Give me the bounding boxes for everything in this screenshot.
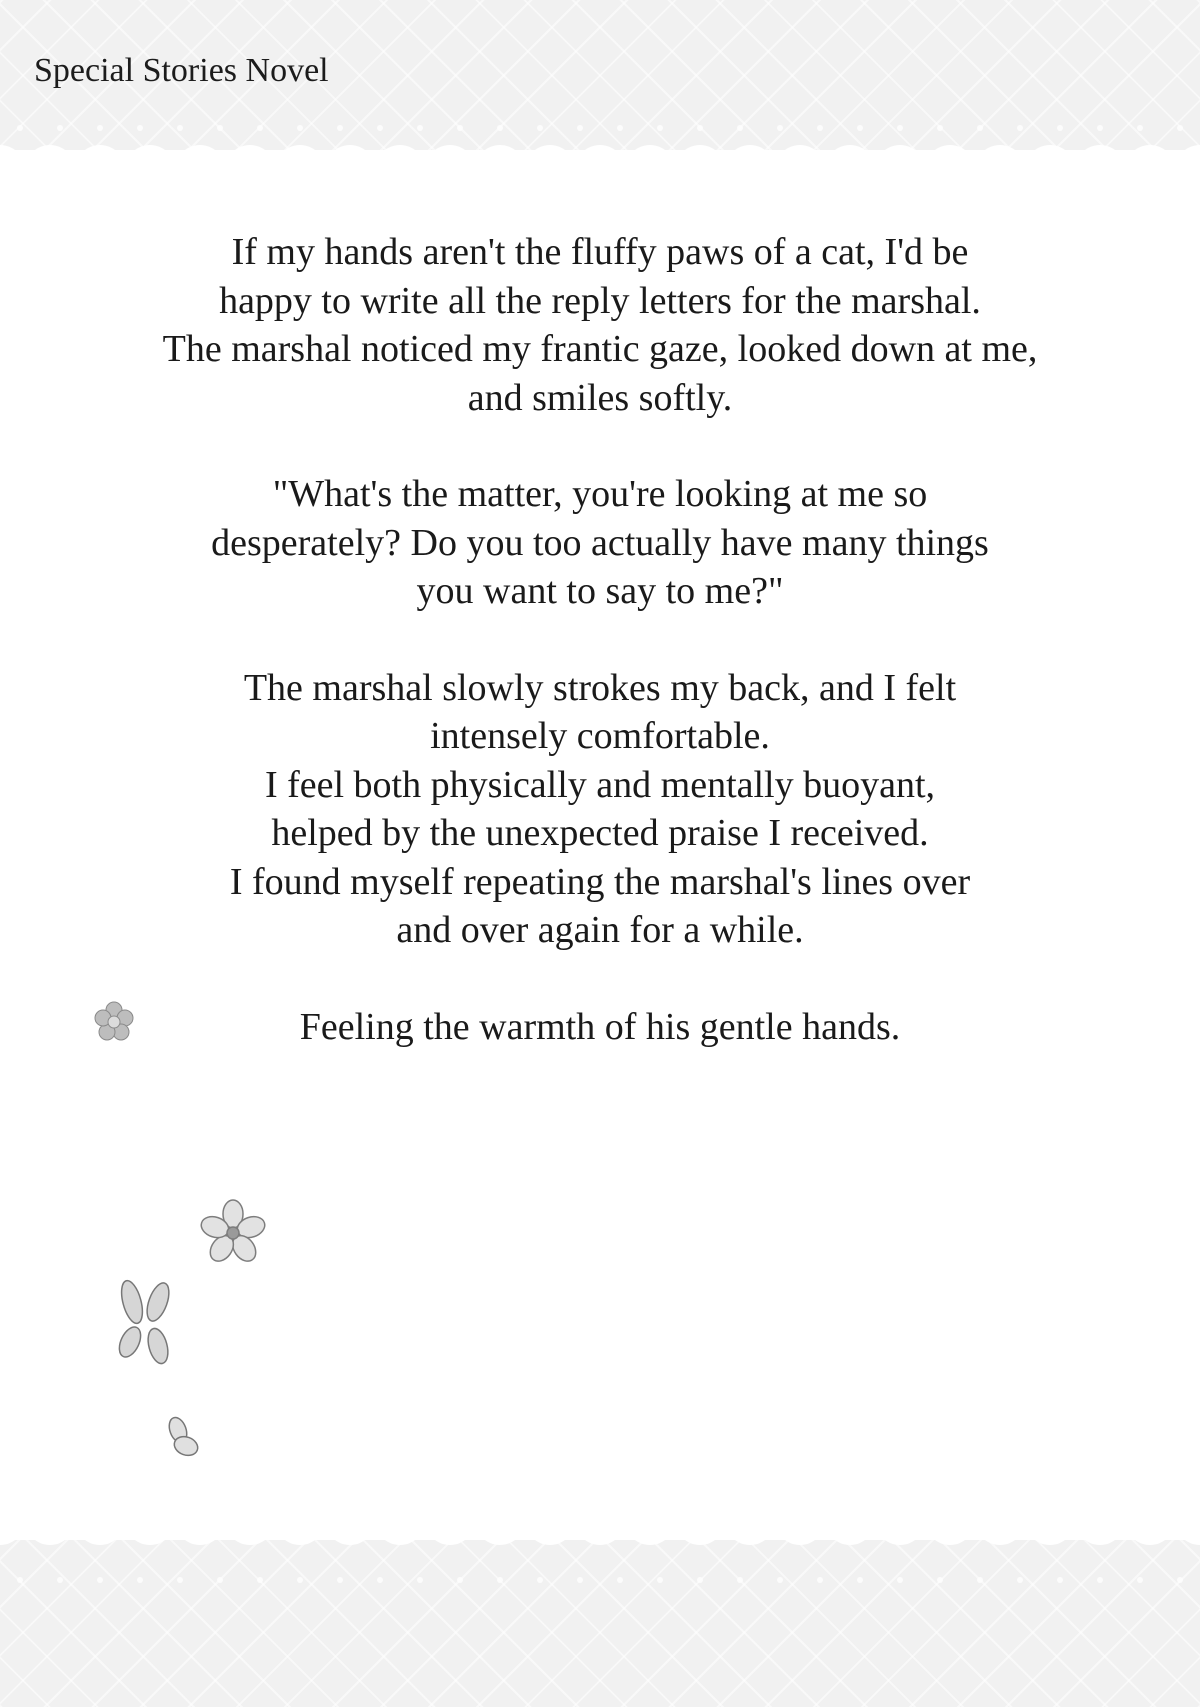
story-line: If my hands aren't the fluffy paws of a cat, I'd be bbox=[231, 231, 969, 273]
story-line: The marshal slowly strokes my back, and I felt bbox=[243, 666, 957, 709]
bottom-lace-border bbox=[0, 1540, 1200, 1707]
story-line: you want to say to me?" bbox=[416, 570, 784, 612]
header-title: Special Stories Novel bbox=[34, 52, 329, 89]
story-line: and over again for a while. bbox=[396, 909, 804, 951]
story-paragraph-4 bbox=[60, 1003, 1140, 1052]
lace-dot-row bbox=[0, 1570, 1200, 1590]
story-line: happy to write all the reply letters for the marshal. bbox=[219, 279, 981, 322]
story-line: I feel both physically and mentally buoyant, bbox=[264, 763, 936, 806]
story-line: and smiles softly. bbox=[467, 376, 733, 419]
petal-icon bbox=[112, 1276, 182, 1371]
story-line: desperately? Do you too actually have many things bbox=[211, 521, 989, 564]
lace-scallop-edge bbox=[0, 130, 1200, 150]
story-paragraph-3 bbox=[60, 664, 1140, 955]
story-text bbox=[60, 228, 1140, 1099]
story-line: intensely comfortable. bbox=[430, 715, 770, 757]
story-line: helped by the unexpected praise I received. bbox=[271, 812, 929, 854]
small-flower-icon bbox=[88, 996, 140, 1048]
story-line: "What's the matter, you're looking at me so bbox=[272, 473, 928, 515]
story-paragraph-2 bbox=[60, 470, 1140, 616]
bud-icon bbox=[160, 1412, 206, 1462]
story-paragraph-1 bbox=[60, 228, 1140, 422]
story-line: Feeling the warmth of his gentle hands. bbox=[299, 1005, 901, 1048]
story-line: The marshal noticed my frantic gaze, looked down at me, bbox=[162, 328, 1038, 370]
flower-icon bbox=[198, 1198, 268, 1268]
lace-scallop-edge bbox=[0, 1540, 1200, 1560]
story-line: I found myself repeating the marshal's lines over bbox=[229, 860, 971, 903]
